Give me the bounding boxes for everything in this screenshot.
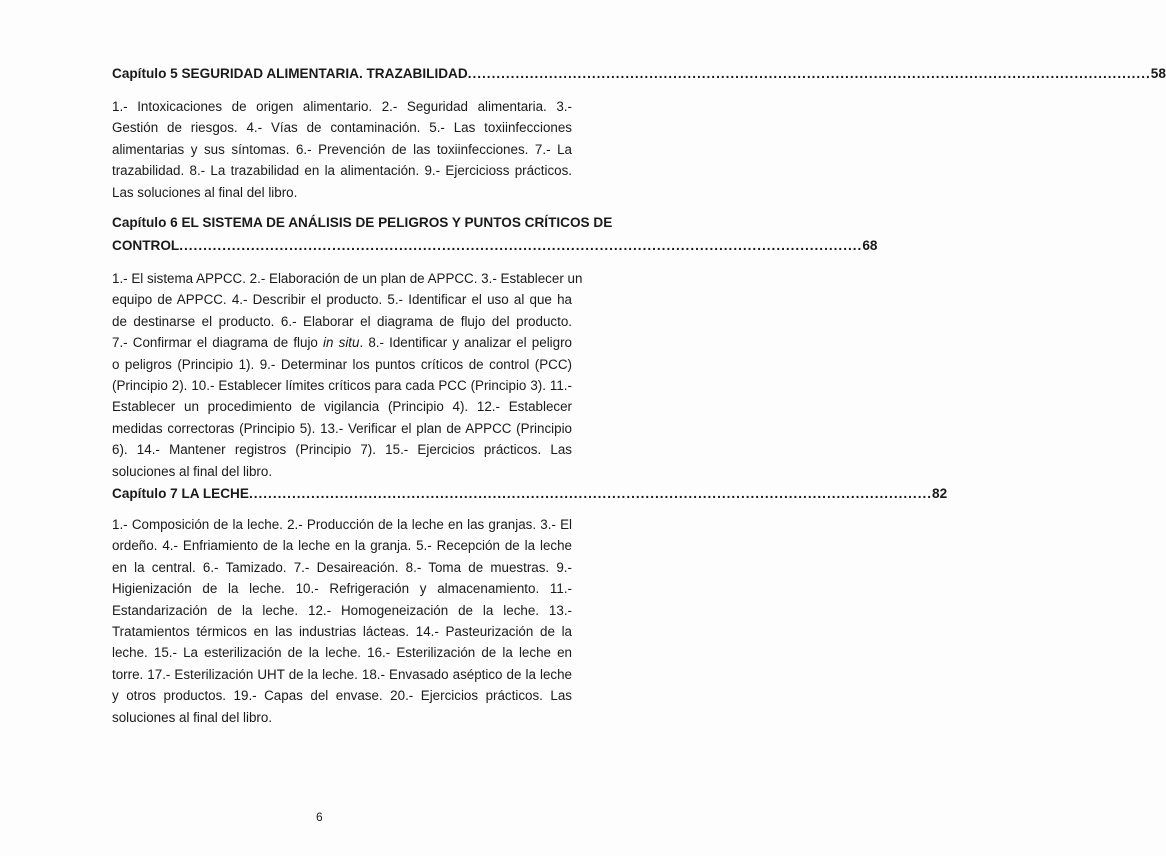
summary-text: 7.- Confirmar el diagrama de flujo: [112, 335, 324, 351]
summary-line: Gestión de riesgos. 4.- Vías de contaminación. 5.- Las toxiinfecciones: [112, 120, 572, 136]
summary-line: soluciones al final del libro.: [112, 709, 273, 725]
toc-entry-chapter-5: [112, 62, 1166, 203]
summary-line: 1.- Composición de la leche. 2.- Producción de la leche en las granjas. 3.- El: [112, 517, 572, 532]
chapter-summary: [112, 514, 572, 728]
summary-line: Tratamientos térmicos en las industrias lácteas. 14.- Pasteurización de la: [112, 624, 572, 640]
summary-line: de destinarse el producto. 6.- Elaborar el diagrama de flujo del producto.: [112, 313, 572, 329]
summary-line: medidas correctoras (Principio 5). 13.- Verificar el plan de APPCC (Principio: [112, 420, 572, 436]
chapter-summary: [112, 96, 572, 203]
summary-line: y otros productos. 19.- Capas del envase. 20.- Ejercicios prácticos. Las: [112, 688, 572, 704]
summary-line: [112, 332, 572, 353]
summary-line: Establecer un procedimiento de vigilancia (Principio 4). 12.- Establecer: [112, 399, 572, 415]
summary-line: 1.- Intoxicaciones de origen alimentario. 2.- Seguridad alimentaria. 3.-: [112, 99, 572, 114]
summary-text-italic: in situ: [323, 335, 360, 351]
summary-line: alimentarias y sus síntomas. 6.- Prevención de las toxiinfecciones. 7.- La: [112, 141, 572, 157]
summary-line: soluciones al final del libro.: [112, 463, 273, 479]
summary-line: ordeño. 4.- Enfriamiento de la leche en la granja. 5.- Recepción de la leche: [112, 538, 572, 554]
summary-line: Estandarización de la leche. 12.- Homogeneización de la leche. 13.-: [112, 602, 572, 618]
chapter-title: Capítulo 6 EL SISTEMA DE ANÁLISIS DE PELIGROS Y PUNTOS CRÍTICOS DE: [112, 215, 613, 230]
leader-dots: ...............................................................................................................................................: [467, 66, 1151, 81]
summary-line: Las soluciones al final del libro.: [112, 184, 298, 200]
summary-line: o peligros (Principio 1). 9.- Determinar los puntos críticos de control (PCC): [112, 356, 572, 372]
summary-line: en la central. 6.- Tamizado. 7.- Desaireación. 8.- Toma de muestras. 9.-: [112, 559, 572, 575]
summary-line: trazabilidad. 8.- La trazabilidad en la alimentación. 9.- Ejercicioss prácticos.: [112, 163, 572, 179]
chapter-page: 68: [862, 238, 878, 253]
chapter-title: Capítulo 7 LA LECHE: [112, 486, 249, 501]
summary-line: 6). 14.- Mantener registros (Principio 7). 15.- Ejercicios prácticos. Las: [112, 442, 572, 458]
summary-line: torre. 17.- Esterilización UHT de la leche. 18.- Envasado aséptico de la leche: [112, 666, 572, 682]
summary-line: leche. 15.- La esterilización de la leche. 16.- Esterilización de la leche en: [112, 645, 572, 661]
chapter-page: 82: [932, 486, 948, 501]
toc-entry-chapter-6: [112, 211, 878, 482]
chapter-heading: [112, 211, 878, 257]
chapter-heading: [112, 482, 948, 505]
chapter-summary: [112, 268, 583, 482]
summary-line: Higienización de la leche. 10.- Refrigeración y almacenamiento. 11.-: [112, 581, 572, 597]
chapter-title-continued: CONTROL: [112, 238, 180, 253]
leader-dots: ...............................................................................................................................................: [248, 486, 933, 501]
chapter-heading: [112, 62, 1166, 85]
summary-line: equipo de APPCC. 4.- Describir el producto. 5.- Identificar el uso al que ha: [112, 292, 572, 308]
chapter-page: 58: [1150, 66, 1166, 81]
summary-text: . 8.- Identificar y analizar el peligro: [359, 335, 573, 351]
summary-line: 1.- El sistema APPCC. 2.- Elaboración de un plan de APPCC. 3.- Establecer un: [112, 271, 583, 286]
chapter-title: Capítulo 5 SEGURIDAD ALIMENTARIA. TRAZABILIDAD: [112, 66, 468, 81]
toc-entry-chapter-7: [112, 482, 948, 728]
summary-line: (Principio 2). 10.- Establecer límites críticos para cada PCC (Principio 3). 11.-: [112, 378, 572, 394]
page-number: 6: [316, 810, 323, 824]
leader-dots: ...............................................................................................................................................: [179, 238, 863, 253]
